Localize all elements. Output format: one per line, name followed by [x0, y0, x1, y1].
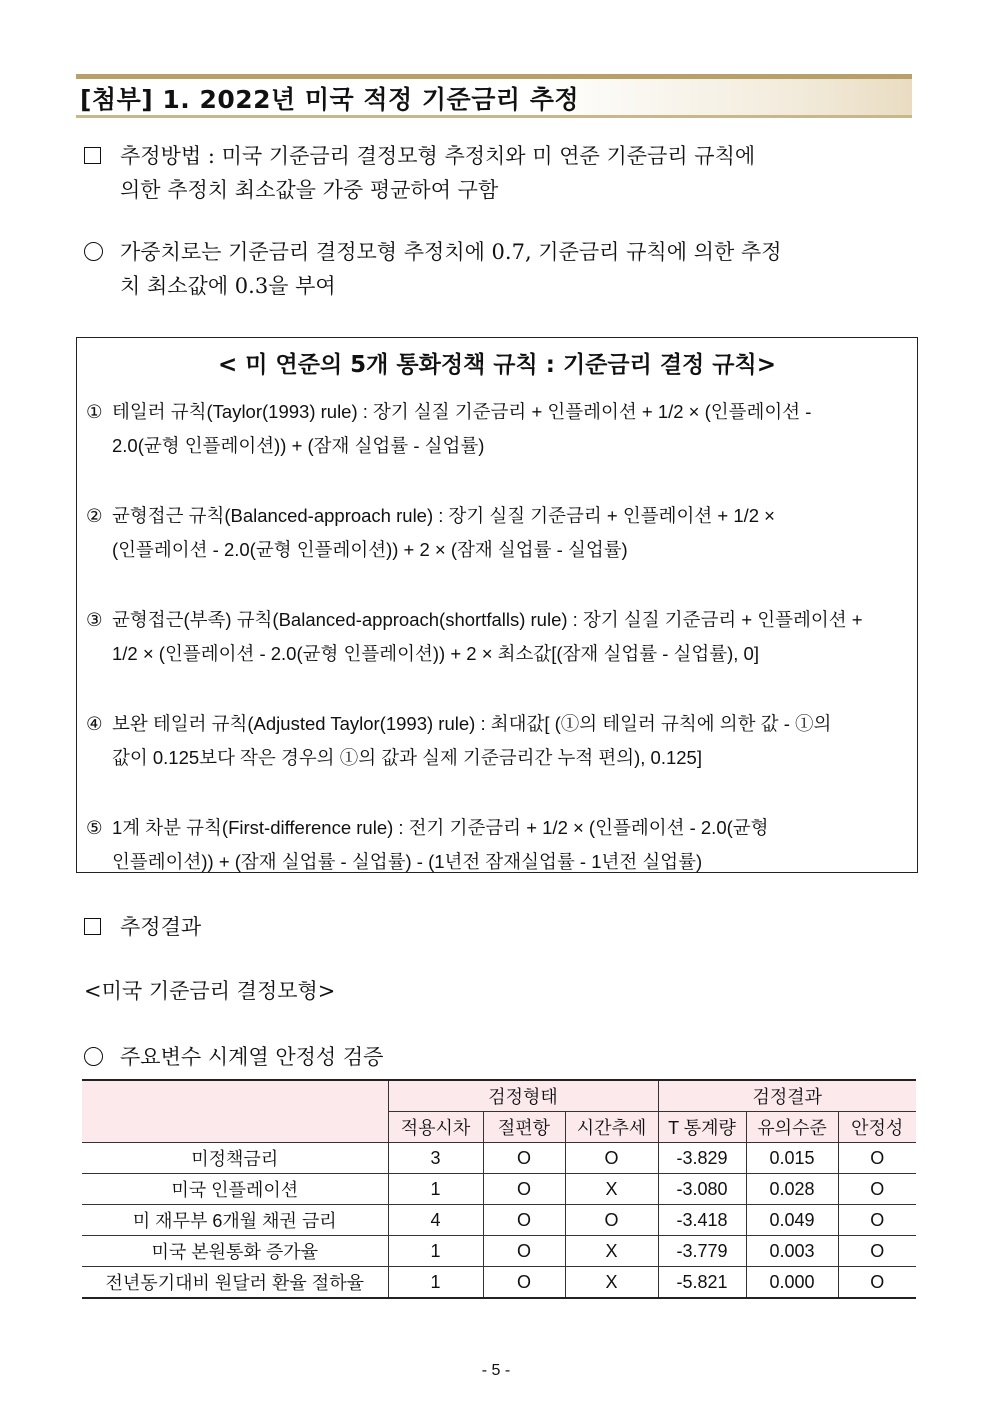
cell-t-stat: -3.829: [658, 1143, 746, 1174]
cell-significance: 0.049: [746, 1205, 838, 1236]
rule-4: [86, 707, 916, 775]
circle-bullet-icon: [84, 242, 103, 261]
cell-t-stat: -5.821: [658, 1267, 746, 1299]
rule-1: [86, 395, 916, 463]
cell-trend: O: [565, 1205, 658, 1236]
cell-intercept: O: [483, 1143, 565, 1174]
model-heading: <미국 기준금리 결정모형>: [84, 979, 336, 1003]
rule-5: [86, 811, 916, 879]
rule-text: 균형접근 규칙(Balanced-approach rule) : 장기 실질 기준금리 + 인플레이션 + 1/2 ×: [112, 505, 775, 526]
test-heading: 주요변수 시계열 안정성 검증: [120, 1045, 384, 1069]
column-header: 안정성: [838, 1112, 916, 1143]
rule-text: 1계 차분 규칙(First-difference rule) : 전기 기준금리 + 1/2 × (인플레이션 - 2.0(균형: [112, 817, 769, 838]
cell-trend: O: [565, 1143, 658, 1174]
column-header: T 통계량: [658, 1112, 746, 1143]
group-header-test-form: 검정형태: [388, 1080, 658, 1112]
cell-intercept: O: [483, 1174, 565, 1205]
table-row: [82, 1174, 916, 1205]
cell-lag: 1: [388, 1236, 483, 1267]
rule-number: ③: [86, 609, 103, 630]
stationarity-table: [82, 1079, 916, 1299]
cell-stability: O: [838, 1236, 916, 1267]
cell-lag: 3: [388, 1143, 483, 1174]
table-row: [82, 1236, 916, 1267]
rule-text-cont: 값이 0.125보다 작은 경우의 ①의 값과 실제 기준금리간 누적 편의), 0.125]: [112, 747, 702, 768]
cell-t-stat: -3.779: [658, 1236, 746, 1267]
rule-text-cont: 1/2 × (인플레이션 - 2.0(균형 인플레이션)) + 2 × 최소값[(잠재 실업률 - 실업률), 0]: [112, 643, 759, 664]
rule-2: [86, 499, 916, 567]
cell-stability: O: [838, 1143, 916, 1174]
result-section: [84, 910, 924, 944]
page-number: - 5 -: [481, 1362, 511, 1379]
method-paragraph: [84, 139, 924, 207]
rule-number: ④: [86, 713, 103, 734]
rule-text-cont: 2.0(균형 인플레이션)) + (잠재 실업률 - 실업률): [112, 435, 485, 456]
rule-3: [86, 603, 916, 671]
cell-t-stat: -3.418: [658, 1205, 746, 1236]
result-heading: 추정결과: [120, 915, 202, 939]
row-label: 미정책금리: [82, 1143, 388, 1174]
cell-intercept: O: [483, 1236, 565, 1267]
cell-stability: O: [838, 1174, 916, 1205]
cell-significance: 0.028: [746, 1174, 838, 1205]
cell-trend: X: [565, 1236, 658, 1267]
table-row: [82, 1143, 916, 1174]
rule-number: ⑤: [86, 817, 103, 838]
cell-lag: 4: [388, 1205, 483, 1236]
group-header-test-result: 검정결과: [658, 1080, 916, 1112]
table-corner-cell: [82, 1080, 388, 1143]
row-label: 미국 본원통화 증가율: [82, 1236, 388, 1267]
column-header: 유의수준: [746, 1112, 838, 1143]
cell-trend: X: [565, 1267, 658, 1299]
column-header: 절편항: [483, 1112, 565, 1143]
cell-intercept: O: [483, 1267, 565, 1299]
cell-intercept: O: [483, 1205, 565, 1236]
rule-text-cont: (인플레이션 - 2.0(균형 인플레이션)) + 2 × (잠재 실업률 - 실업률): [112, 539, 628, 560]
method-line-1: 추정방법 : 미국 기준금리 결정모형 추정치와 미 연준 기준금리 규칙에: [120, 144, 756, 168]
cell-stability: O: [838, 1205, 916, 1236]
cell-t-stat: -3.080: [658, 1174, 746, 1205]
column-header: 시간추세: [565, 1112, 658, 1143]
rule-text: 테일러 규칙(Taylor(1993) rule) : 장기 실질 기준금리 + 인플레이션 + 1/2 × (인플레이션 -: [112, 401, 812, 422]
table-row: [82, 1267, 916, 1299]
cell-stability: O: [838, 1267, 916, 1299]
method-line-2: 의한 추정치 최소값을 가중 평균하여 구함: [120, 178, 499, 202]
test-section: [84, 1040, 924, 1074]
cell-lag: 1: [388, 1267, 483, 1299]
square-bullet-icon: [84, 147, 101, 164]
weights-paragraph: [84, 235, 924, 303]
column-header: 적용시차: [388, 1112, 483, 1143]
cell-significance: 0.015: [746, 1143, 838, 1174]
rule-number: ②: [86, 505, 103, 526]
cell-trend: X: [565, 1174, 658, 1205]
cell-significance: 0.003: [746, 1236, 838, 1267]
table-row: [82, 1205, 916, 1236]
square-bullet-icon: [84, 918, 101, 935]
rule-text: 균형접근(부족) 규칙(Balanced-approach(shortfalls) rule) : 장기 실질 기준금리 + 인플레이션 +: [112, 609, 863, 630]
weights-line-1: 가중치로는 기준금리 결정모형 추정치에 0.7, 기준금리 규칙에 의한 추정: [120, 240, 782, 264]
row-label: 미국 인플레이션: [82, 1174, 388, 1205]
cell-lag: 1: [388, 1174, 483, 1205]
rule-text: 보완 테일러 규칙(Adjusted Taylor(1993) rule) : 최대값[ (①의 테일러 규칙에 의한 값 - ①의: [112, 713, 832, 734]
rule-text-cont: 인플레이션)) + (잠재 실업률 - 실업률) - (1년전 잠재실업률 - 1년전 실업률): [112, 851, 703, 872]
rule-number: ①: [86, 401, 103, 422]
weights-line-2: 치 최소값에 0.3을 부여: [120, 274, 336, 298]
row-label: 미 재무부 6개월 채권 금리: [82, 1205, 388, 1236]
row-label: 전년동기대비 원달러 환율 절하율: [82, 1267, 388, 1299]
rules-box-title: < 미 연준의 5개 통화정책 규칙 : 기준금리 결정 규칙>: [218, 352, 776, 378]
cell-significance: 0.000: [746, 1267, 838, 1299]
page-title: [첨부] 1. 2022년 미국 적정 기준금리 추정: [80, 85, 579, 114]
circle-bullet-icon: [84, 1047, 103, 1066]
